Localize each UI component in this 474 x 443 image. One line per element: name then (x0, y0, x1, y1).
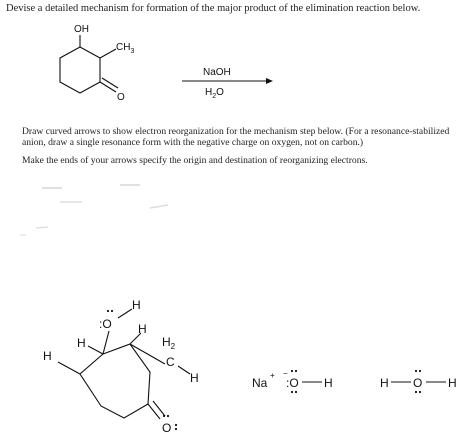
reactant-ch3-label: $CH_3$ (116, 42, 135, 55)
hydroxide-o: :O (286, 376, 299, 390)
water-o: O (413, 376, 423, 390)
intermediate-h2-label: $H_2$ (162, 335, 176, 351)
intermediate-h-top2: H (138, 322, 147, 336)
intermediate-carbonyl-bond-1 (148, 404, 160, 419)
lone-pair-dot (419, 370, 421, 372)
lone-pair-dot (163, 415, 165, 417)
lone-pair-dot (295, 391, 297, 393)
reaction-arrowhead (266, 78, 273, 84)
reactant-co-bond-2 (102, 78, 118, 88)
intermediate-left-h-bond (58, 362, 80, 374)
intermediate-ch2-bond (130, 344, 165, 364)
lone-pair-dot (291, 370, 293, 372)
sodium-charge: + (270, 371, 275, 380)
intermediate-oh-o: :O (99, 317, 112, 331)
intermediate-carbonyl-o: O (162, 421, 172, 435)
instruction-text-1: Draw curved arrows to show electron reorganization for the mechanism step below. (For a resonance-stabilized anion, draw a single resonance form with the negative charge on oxygen, not on carbon.) (22, 126, 450, 149)
lone-pair-dot (175, 428, 177, 430)
lone-pair-dot (419, 391, 421, 393)
intermediate-ch-bond (178, 366, 190, 374)
reaction-scheme (0, 18, 474, 130)
intermediate-h-top1: H (77, 336, 86, 350)
lone-pair-dot (111, 310, 113, 312)
intermediate-c1h-bond (88, 346, 103, 354)
lone-pair-dot (167, 415, 169, 417)
intermediate-co-bond (103, 331, 109, 354)
lone-pair-dot (415, 391, 417, 393)
lone-pair-dot (291, 391, 293, 393)
reactant-oh-label: OH (74, 24, 89, 35)
lone-pair-dot (107, 310, 109, 312)
hydroxide-h: H (324, 376, 333, 390)
reactant-structure (60, 35, 118, 93)
intermediate-h-left: H (43, 349, 52, 363)
mechanism-step (0, 282, 474, 443)
intermediate-oh-bond (118, 309, 132, 318)
reactant-ring (60, 47, 100, 93)
faint-smudges (0, 180, 474, 250)
solvent-label: $H_2O$ (205, 87, 224, 100)
hydroxide-charge: − (283, 369, 288, 378)
intermediate-c-label: C (166, 355, 175, 369)
lone-pair-dot (175, 424, 177, 426)
reagent-label: NaOH (203, 67, 231, 78)
intermediate-ring (80, 344, 150, 418)
lone-pair-dot (415, 370, 417, 372)
sodium-label: Na (252, 376, 268, 390)
instruction-text-2: Make the ends of your arrows specify the origin and destination of reorganizing electrons. (22, 154, 368, 166)
instructions (22, 126, 467, 172)
intermediate-oh-h: H (132, 298, 141, 312)
water-h1: H (380, 376, 389, 390)
reactant-ch3-bond (100, 49, 116, 58)
water-h2: H (448, 376, 457, 390)
smudge-mark (36, 227, 48, 228)
intermediate-carbonyl-bond-2 (153, 401, 165, 416)
lone-pair-dot (295, 370, 297, 372)
intermediate-c-h: H (190, 371, 199, 385)
reactant-co-bond-1 (100, 82, 116, 92)
question-title: Devise a detailed mechanism for formation of the major product of the elimination reaction below. (6, 3, 421, 14)
smudge-mark (150, 205, 168, 208)
reactant-o-label: O (117, 92, 125, 103)
